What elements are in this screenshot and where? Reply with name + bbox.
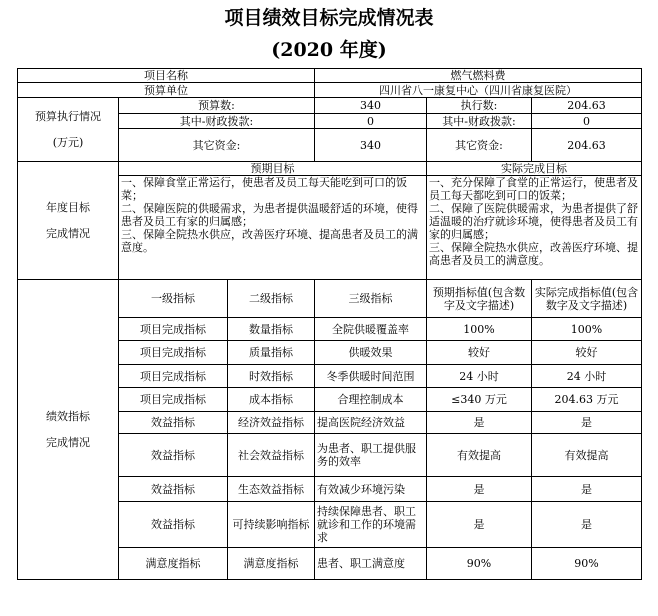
actual-goal-text: 一、充分保障了食堂的正常运行，使患者及员工每天都吃到可口的饭菜； 二、保障了医院供暖需求，为患者提供了舒适温暖的治疗就诊环境，使得患者及员工有家的归属感； 三、保障全院热水供应，改善医疗环境、提高患者及员工的满意度。 — [427, 176, 642, 280]
fiscal-exec-value: 0 — [532, 114, 642, 129]
budget-unit-value: 四川省八一康复中心（四川省康复医院） — [315, 83, 642, 98]
level1-cell: 效益指标 — [119, 412, 228, 434]
level2-cell: 质量指标 — [228, 341, 315, 365]
expected-value-cell: ≤340 万元 — [427, 388, 532, 412]
indicator-section-label — [18, 280, 119, 580]
exec-amount-value: 204.63 — [532, 98, 642, 114]
expected-value-cell: 24 小时 — [427, 365, 532, 388]
fiscal-budget-label: 其中-财政拨款: — [119, 114, 315, 129]
fiscal-exec-label: 其中-财政拨款: — [427, 114, 532, 129]
annual-section-label — [18, 162, 119, 280]
other-exec-label: 其它资金: — [427, 129, 532, 162]
level3-cell: 持续保障患者、职工就诊和工作的环境需求 — [315, 502, 427, 548]
expected-goal-header: 预期目标 — [119, 162, 427, 176]
exec-amount-label: 执行数: — [427, 98, 532, 114]
indicator-section-label-line2: 完成情况 — [46, 435, 90, 449]
annual-section-label-line1: 年度目标 — [46, 200, 90, 214]
expected-value-cell: 有效提高 — [427, 434, 532, 477]
level3-cell: 为患者、职工提供服务的效率 — [315, 434, 427, 477]
project-name-row — [18, 69, 642, 83]
project-name-value: 燃气燃料费 — [315, 69, 642, 83]
level3-cell: 合理控制成本 — [315, 388, 427, 412]
fiscal-budget-value: 0 — [315, 114, 427, 129]
level2-cell: 数量指标 — [228, 318, 315, 341]
level3-cell: 提高医院经济效益 — [315, 412, 427, 434]
level2-cell: 经济效益指标 — [228, 412, 315, 434]
level2-cell: 时效指标 — [228, 365, 315, 388]
level1-header: 一级指标 — [119, 280, 228, 318]
level2-cell: 可持续影响指标 — [228, 502, 315, 548]
expected-value-cell: 是 — [427, 477, 532, 502]
actual-value-cell: 较好 — [532, 341, 642, 365]
expected-value-cell: 100% — [427, 318, 532, 341]
budget-row — [18, 98, 642, 114]
actual-value-cell: 有效提高 — [532, 434, 642, 477]
performance-table — [17, 68, 642, 580]
expected-goal-text: 一、保障食堂正常运行，使患者及员工每天能吃到可口的饭菜； 二、保障医院的供暖需求，为患者提供温暖舒适的环境，使得患者及员工有家的归属感； 三、保障全院热水供应，改善医疗环境、提高患者及员工的满意度。 — [119, 176, 427, 280]
actual-goal-header: 实际完成目标 — [427, 162, 642, 176]
actual-value-cell: 是 — [532, 477, 642, 502]
annual-section-label-line2: 完成情况 — [46, 226, 90, 240]
actual-value-cell: 24 小时 — [532, 365, 642, 388]
expected-value-header: 预期指标值(包含数字及文字描述) — [427, 280, 532, 318]
other-budget-label: 其它资金: — [119, 129, 315, 162]
actual-value-cell: 90% — [532, 548, 642, 580]
level2-cell: 生态效益指标 — [228, 477, 315, 502]
level3-cell: 全院供暖覆盖率 — [315, 318, 427, 341]
level2-header: 二级指标 — [228, 280, 315, 318]
budget-section-label-line2: (万元) — [52, 135, 84, 149]
actual-value-cell: 204.63 万元 — [532, 388, 642, 412]
level2-cell: 满意度指标 — [228, 548, 315, 580]
page-title: 项目绩效目标完成情况表 — [224, 7, 434, 29]
level3-cell: 供暖效果 — [315, 341, 427, 365]
level1-cell: 项目完成指标 — [119, 365, 228, 388]
level3-cell: 有效减少环境污染 — [315, 477, 427, 502]
project-name-label: 项目名称 — [18, 69, 315, 83]
indicator-header-row — [18, 280, 642, 318]
level3-header: 三级指标 — [315, 280, 427, 318]
indicator-section-label-line1: 绩效指标 — [46, 409, 90, 423]
level2-cell: 社会效益指标 — [228, 434, 315, 477]
level1-cell: 满意度指标 — [119, 548, 228, 580]
actual-value-cell: 100% — [532, 318, 642, 341]
budget-amount-value: 340 — [315, 98, 427, 114]
budget-unit-row — [18, 83, 642, 98]
budget-section-label — [18, 98, 119, 162]
annual-header-row — [18, 162, 642, 176]
level1-cell: 效益指标 — [119, 502, 228, 548]
actual-value-cell: 是 — [532, 502, 642, 548]
level1-cell: 项目完成指标 — [119, 341, 228, 365]
other-exec-value: 204.63 — [532, 129, 642, 162]
level3-cell: 冬季供暖时间范围 — [315, 365, 427, 388]
level1-cell: 效益指标 — [119, 477, 228, 502]
page-subtitle: (2020 年度) — [271, 39, 387, 61]
expected-value-cell: 较好 — [427, 341, 532, 365]
actual-value-cell: 是 — [532, 412, 642, 434]
level1-cell: 效益指标 — [119, 434, 228, 477]
actual-value-header: 实际完成指标值(包含数字及文字描述) — [532, 280, 642, 318]
level3-cell: 患者、职工满意度 — [315, 548, 427, 580]
expected-value-cell: 是 — [427, 412, 532, 434]
budget-section-label-line1: 预算执行情况 — [35, 109, 101, 123]
level2-cell: 成本指标 — [228, 388, 315, 412]
budget-amount-label: 预算数: — [119, 98, 315, 114]
level1-cell: 项目完成指标 — [119, 388, 228, 412]
expected-value-cell: 是 — [427, 502, 532, 548]
level1-cell: 项目完成指标 — [119, 318, 228, 341]
budget-unit-label: 预算单位 — [18, 83, 315, 98]
expected-value-cell: 90% — [427, 548, 532, 580]
other-budget-value: 340 — [315, 129, 427, 162]
